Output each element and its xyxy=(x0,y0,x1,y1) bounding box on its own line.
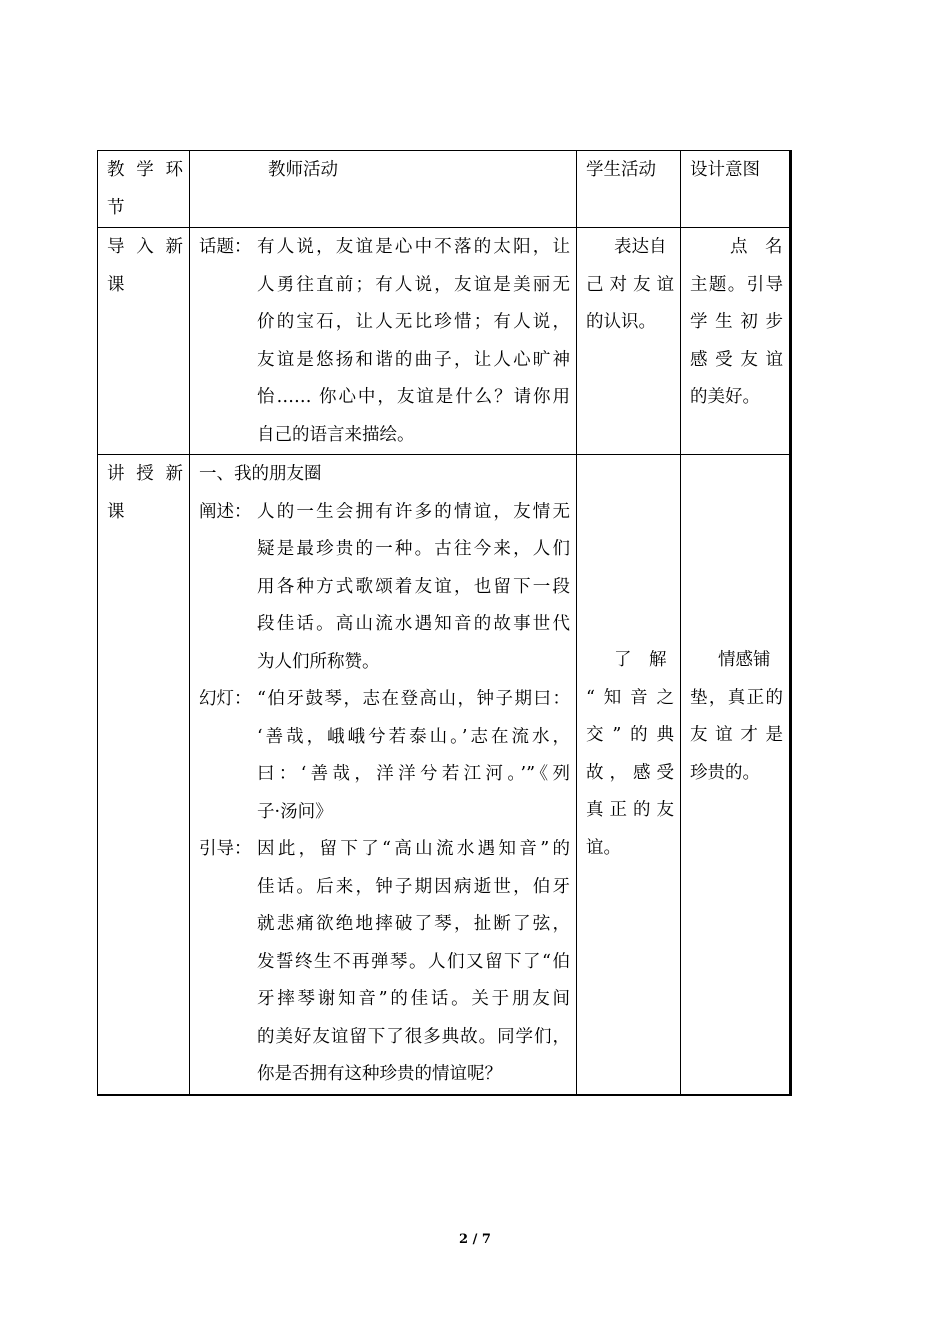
row1-student xyxy=(577,228,681,455)
topic-lead: 话题： xyxy=(199,237,252,257)
row2-student xyxy=(577,455,681,1095)
slide-line: ‘善哉，峨峨兮若泰山。’志在流水， xyxy=(257,726,570,747)
row2-student-line: 了 解 xyxy=(614,650,667,670)
row1-teacher xyxy=(190,228,577,455)
header-intent xyxy=(681,151,791,228)
table-header-row xyxy=(98,151,791,228)
topic-block xyxy=(199,229,570,454)
topic-line: 人勇往直前；有人说，友谊是美丽无 xyxy=(257,274,570,295)
topic-line: 价的宝石，让人无比珍惜；有人说， xyxy=(257,312,570,332)
row1-intent xyxy=(681,228,791,455)
explanation-block xyxy=(199,494,570,682)
explanation-line: 人的一生会拥有许多的情谊，友情无 xyxy=(257,501,570,522)
row1-intent-line: 的美好。 xyxy=(690,387,760,407)
row2-intent-line: 垫，真正的 xyxy=(690,687,783,708)
row2-student-line: 交”的典 xyxy=(586,725,674,745)
row1-student-line: 己对友谊 xyxy=(586,274,674,295)
row2-intent-line: 情感铺 xyxy=(718,650,771,670)
row1-student-line: 表达自 xyxy=(614,237,667,257)
topic-line: 怡…… 你心中，友谊是什么？请你用 xyxy=(257,387,570,407)
row2-student-line: “知音之 xyxy=(586,687,674,708)
row2-student-line: 谊。 xyxy=(586,837,621,858)
guidance-line: 你是否拥有这种珍贵的情谊呢？ xyxy=(257,1064,502,1084)
guidance-line: 就悲痛欲绝地摔破了琴，扯断了弦， xyxy=(257,914,570,934)
row2-intent-line: 珍贵的。 xyxy=(690,762,760,783)
row1-intent-line: 学生初步 xyxy=(690,312,783,332)
header-teacher-label: 教师活动 xyxy=(268,160,338,180)
slide-lead: 幻灯： xyxy=(199,689,252,709)
row2-stage xyxy=(98,455,190,1095)
row1-stage xyxy=(98,228,190,455)
explanation-line: 疑是最珍贵的一种。古往今来，人们 xyxy=(257,539,570,559)
topic-line: 友谊是悠扬和谐的曲子，让人心旷神 xyxy=(257,349,570,370)
row2-student-line: 故，感受 xyxy=(586,762,674,783)
slide-line: 曰：‘善哉，洋洋兮若江河。’”《列 xyxy=(257,764,570,784)
row1-intent-line: 感受友谊 xyxy=(690,349,783,370)
slide-block xyxy=(199,681,570,831)
guidance-line: 佳话。后来，钟子期因病逝世，伯牙 xyxy=(257,876,570,897)
topic-line: 自己的语言来描绘。 xyxy=(257,424,415,445)
header-stage-line-1: 教 学 环 xyxy=(107,160,183,180)
table-row xyxy=(98,228,791,455)
slide-line: “伯牙鼓琴，志在登高山，钟子期曰： xyxy=(257,689,570,709)
explanation-line: 为人们所称赞。 xyxy=(257,651,380,672)
header-stage xyxy=(98,151,190,228)
row2-intent-line: 友谊才是 xyxy=(690,725,783,745)
explanation-lead: 阐述： xyxy=(199,501,252,522)
header-teacher xyxy=(190,151,577,228)
header-intent-label: 设计意图 xyxy=(690,160,760,180)
section-heading: 一、我的朋友圈 xyxy=(199,464,322,484)
guidance-line: 因此，留下了“高山流水遇知音”的 xyxy=(257,839,570,859)
table-row xyxy=(98,455,791,1095)
guidance-line: 发誓终生不再弹琴。人们又留下了“伯 xyxy=(257,951,570,972)
row1-intent-line: 点 名 xyxy=(730,237,783,257)
header-student-label: 学生活动 xyxy=(586,160,656,180)
row2-intent xyxy=(681,455,791,1095)
row2-stage-line-1: 讲 授 新 xyxy=(107,464,183,484)
header-student xyxy=(577,151,681,228)
lesson-plan-table xyxy=(97,150,792,1096)
row1-student-line: 的认识。 xyxy=(586,312,656,332)
slide-line: 子·汤问》 xyxy=(257,801,333,822)
guidance-block xyxy=(199,831,570,1094)
row1-stage-line-1: 导 入 新 xyxy=(107,237,183,257)
header-stage-line-2: 节 xyxy=(107,197,125,218)
guidance-line: 的美好友谊留下了很多典故。同学们， xyxy=(257,1026,570,1047)
row1-stage-line-2: 课 xyxy=(107,274,125,295)
row2-stage-line-2: 课 xyxy=(107,501,125,522)
row1-intent-line: 主题。引导 xyxy=(690,274,783,295)
explanation-line: 用各种方式歌颂着友谊，也留下一段 xyxy=(257,576,570,597)
row2-teacher xyxy=(190,455,577,1095)
topic-line: 有人说，友谊是心中不落的太阳，让 xyxy=(257,237,570,257)
explanation-line: 段佳话。高山流水遇知音的故事世代 xyxy=(257,614,570,634)
page-number: 2 / 7 xyxy=(459,1232,491,1247)
guidance-line: 牙摔琴谢知音”的佳话。关于朋友间 xyxy=(257,989,570,1009)
guidance-lead: 引导： xyxy=(199,839,252,859)
row2-student-line: 真正的友 xyxy=(586,800,674,820)
